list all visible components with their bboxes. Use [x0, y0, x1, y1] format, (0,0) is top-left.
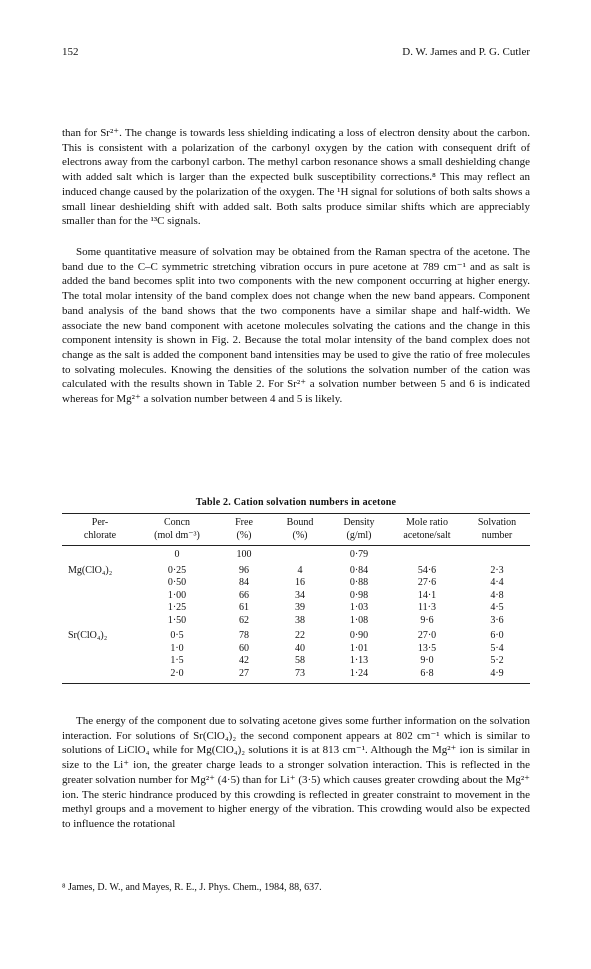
- cell-mole-ratio: 6·8: [390, 668, 464, 684]
- cell-free: 66: [239, 589, 249, 601]
- cell-bound: 40: [295, 642, 305, 654]
- cell-free: 42: [239, 655, 249, 666]
- cell-bound: 58: [295, 655, 305, 666]
- solvation-table: [62, 513, 530, 684]
- col-header-line: Solvation: [477, 517, 517, 528]
- col-header-bound: [272, 514, 328, 546]
- col-header-solvation: [464, 514, 530, 546]
- col-header-line: Mole ratio: [406, 517, 448, 528]
- cell-mole-ratio: 11·3: [418, 602, 436, 613]
- cell-solvation: 6·0: [490, 630, 504, 641]
- paragraph-nmr-shifts: than for Sr²⁺. The change is towards less shielding indicating a loss of electron density about the carbon. This is consistent with a polarization of the carbonyl oxygen by the cation with consequent drift of electrons away from the carbonyl carbon. The methyl carbon resonance shows a small deshielding change with added salt which is larger than the expected bulk susceptibility corrections.⁸ This may reflect an induced change caused by the polarization of the oxygen. The ¹H signal for solutions of both salts shows a small linear deshielding shift with added salt. Both salts produce similar shifts which are appreciably smaller than for the ¹³C signals.: [62, 127, 530, 228]
- cell-mole-ratio: 9·0: [420, 655, 434, 666]
- cell-mole-ratio: 27·0: [417, 630, 437, 641]
- cell-bound: 4: [297, 564, 303, 576]
- cell-density: 0·90: [349, 630, 369, 641]
- cell-density: 1·08: [349, 614, 369, 626]
- cell-free: 62: [239, 614, 249, 626]
- cell-concn: 0·5: [170, 630, 184, 641]
- cell-free: 60: [239, 642, 249, 654]
- col-header-density: [328, 514, 390, 546]
- cell-perchlorate: [62, 602, 138, 615]
- cell-perchlorate: [62, 655, 138, 668]
- cell-density: 1·13: [349, 655, 369, 666]
- cell-concn: 1·50: [167, 614, 187, 626]
- table-row: [62, 655, 530, 668]
- table-body: [62, 546, 530, 684]
- col-header-line: (g/ml): [346, 529, 372, 541]
- cell-density: 0·84: [349, 564, 369, 576]
- col-header-line: acetone/salt: [403, 529, 451, 541]
- cell-solvation: 3·6: [490, 614, 504, 626]
- col-header-perchlorate: [62, 514, 138, 546]
- cell-density: 0·88: [349, 577, 369, 588]
- col-header-line: Concn: [163, 517, 191, 528]
- cell-solvation: 4·5: [490, 602, 504, 613]
- running-header: [62, 46, 530, 58]
- cell-mole-ratio: 14·1: [417, 589, 437, 601]
- table-row: [62, 562, 530, 578]
- table-row: [62, 590, 530, 603]
- cell-perchlorate: Sr(ClO₄)₂: [68, 630, 108, 641]
- cell-perchlorate: [62, 546, 138, 562]
- footnote: ⁸ James, D. W., and Mayes, R. E., J. Phys. Chem., 1984, 88, 637.: [62, 882, 322, 893]
- table-row: [62, 643, 530, 656]
- cell-free: 96: [239, 564, 249, 576]
- table-row: [62, 577, 530, 590]
- col-header-line: number: [481, 529, 513, 541]
- cell-bound: [272, 546, 328, 562]
- cell-perchlorate: [62, 643, 138, 656]
- col-header-line: Density: [343, 517, 375, 528]
- cell-concn: 2·0: [138, 668, 216, 684]
- cell-perchlorate: [62, 668, 138, 684]
- cell-concn: 1·00: [167, 589, 187, 601]
- col-header-line: (mol dm⁻³): [154, 529, 200, 541]
- table-row: [62, 668, 530, 684]
- page-number: 152: [62, 46, 79, 58]
- col-header-line: Free: [235, 517, 253, 528]
- cell-free: 100: [236, 549, 252, 560]
- cell-solvation: [464, 546, 530, 562]
- cell-density: 0·79: [349, 549, 369, 560]
- cell-free: 27: [216, 668, 272, 684]
- cell-mole-ratio: 9·6: [420, 614, 434, 626]
- running-authors: D. W. James and P. G. Cutler: [402, 46, 530, 58]
- cell-density: 1·03: [349, 602, 369, 613]
- cell-mole-ratio: 54·6: [417, 564, 437, 576]
- cell-concn: 0·50: [167, 577, 187, 588]
- paragraph-solvation-energy: The energy of the component due to solvating acetone gives some further information on the solvation interaction. For solutions of Sr(ClO₄)₂ the second component appears at 802 cm⁻¹ which is similar to solutions of LiClO₄ while for Mg(ClO₄)₂ solutions it is at 813 cm⁻¹. Although the Mg²⁺ ion is similar in size to the Li⁺ ion, the greater charge leads to a stronger solvation interaction. This is reflected in the greater solvation number for Mg²⁺ (4·5) than for Li⁺ (3·5) which causes greater crowding about the Mg²⁺ ion. The steric hindrance produced by this crowding is reflected in greater constraint to movement in the methyl groups and a movement to higher energy of the vibration. This crowding would also be expected to influence the rotational: [62, 715, 530, 830]
- cell-free: 61: [239, 602, 249, 613]
- cell-bound: 38: [295, 614, 305, 626]
- cell-bound: 34: [295, 589, 305, 601]
- cell-bound: 22: [295, 630, 305, 641]
- paragraph-raman-solvation: Some quantitative measure of solvation may be obtained from the Raman spectra of the acetone. The band due to the C–C symmetric stretching vibration occurs in pure acetone at 789 cm⁻¹ and as salt is added the band becomes split into two components with the new component occurring at higher energy. The total molar intensity of the band complex does not change when the new band appears. Component band analysis of the band shows that the two components have a similar shape and half-width. We associate the new band component with acetone molecules solvating the cations and the change in this component intensity is shown in Fig. 2. Because the total molar intensity of the band complex does not change as the salt is added the component band intensities may be used to give the ratio of free molecules to solvating molecules. Knowing the densities of the solutions the solvation number of the cation was calculated with the results shown in Table 2. For Sr²⁺ a solvation number between 5 and 6 is indicated whereas for Mg²⁺ a solvation number between 4 and 5 is likely.: [62, 246, 530, 406]
- cell-solvation: 4·9: [464, 668, 530, 684]
- cell-mole-ratio: 27·6: [417, 577, 437, 588]
- table-row: [62, 615, 530, 628]
- cell-solvation: 5·2: [490, 655, 504, 666]
- cell-perchlorate: [62, 590, 138, 603]
- table-row: [62, 602, 530, 615]
- cell-mole-ratio: [390, 546, 464, 562]
- cell-bound: 39: [295, 602, 305, 613]
- col-header-line: Per-: [91, 517, 109, 528]
- cell-perchlorate: [62, 577, 138, 590]
- cell-solvation: 2·3: [490, 564, 504, 576]
- col-header-line: (%): [236, 529, 252, 541]
- cell-free: 78: [239, 630, 249, 641]
- cell-perchlorate: [62, 615, 138, 628]
- cell-solvation: 5·4: [490, 642, 504, 654]
- table-caption: Table 2. Cation solvation numbers in acetone: [195, 497, 397, 508]
- cell-concn: 1·25: [167, 602, 187, 613]
- cell-bound: 16: [295, 577, 305, 588]
- table-header-row: [62, 514, 530, 546]
- cell-bound: 73: [272, 668, 328, 684]
- col-header-free: [216, 514, 272, 546]
- col-header-mole-ratio: [390, 514, 464, 546]
- cell-concn: 0·25: [167, 564, 187, 576]
- cell-perchlorate: Mg(ClO₄)₂: [68, 564, 113, 576]
- cell-solvation: 4·8: [490, 589, 504, 601]
- cell-density: 1·01: [349, 642, 369, 654]
- col-header-line: Bound: [286, 517, 314, 528]
- col-header-line: (%): [292, 529, 308, 541]
- cell-free: 84: [239, 577, 249, 588]
- cell-solvation: 4·4: [490, 577, 504, 588]
- col-header-concn: [138, 514, 216, 546]
- col-header-line: chlorate: [83, 529, 117, 541]
- cell-density: 1·24: [328, 668, 390, 684]
- table-row: [62, 627, 530, 643]
- cell-mole-ratio: 13·5: [417, 642, 437, 654]
- cell-density: 0·98: [349, 589, 369, 601]
- cell-concn: 1·5: [170, 655, 184, 666]
- cell-concn: 1·0: [170, 642, 184, 654]
- cell-concn: 0: [174, 549, 180, 560]
- table-row: [62, 546, 530, 562]
